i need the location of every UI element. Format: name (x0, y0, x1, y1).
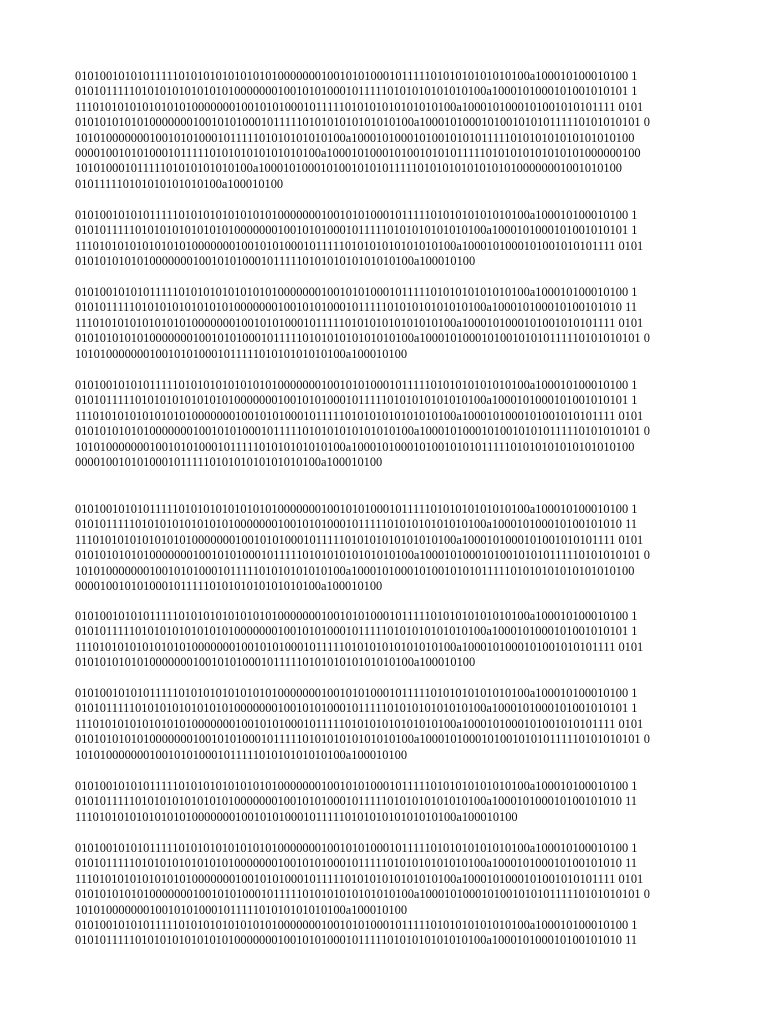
text-line: 01010010101011111010101010101010100000001001010100010111110101010101010100a100010100010100 1 (75, 779, 638, 793)
text-line: 0101010101010000000100101010001011111010101010101010100a100010100010100101010111110101010101 0 (75, 732, 650, 747)
text-line: 0101010101010000000100101010001011111010101010101010100a100010100010100101010111110101010101 0 (75, 115, 650, 130)
text-line: 0101011111010101010101010100000001001010100010111110101010101010100a1000101000101001010101 1 (75, 624, 638, 639)
text-line: 01010010101011111010101010101010100000001001010100010111110101010101010100a100010100010100 1 (75, 686, 638, 700)
text-line: 11101010101010101010000000100101010001011111010101010101010100a1000101000101001010101111 0101 (75, 716, 644, 731)
text-line: 01010010101011111010101010101010100000001001010100010111110101010101010100a100010100010100 1 (75, 69, 638, 83)
paragraph (75, 378, 705, 470)
text-line: 01010010101011111010101010101010100000001001010100010111110101010101010100a100010100010100 1 (75, 378, 638, 392)
text-line: 0101011111010101010101010100000001001010100010111110101010101010100a100010100010100101010 11 (75, 300, 638, 315)
text-line: 11101010101010101010000000100101010001011111010101010101010100a1000101000101001010101111 0101 (75, 532, 644, 547)
text-line: 0101010101010000000100101010001011111010101010101010100a100010100 (75, 254, 476, 269)
text-line: 0101011111010101010101010100000001001010100010111110101010101010100a1000101000101001010101 1 (75, 701, 638, 716)
text-line: 0101010101010000000100101010001011111010101010101010100a100010100010100101010111110101010101 0 (75, 331, 650, 346)
text-line: 0101010101010000000100101010001011111010101010101010100a100010100010100101010111110101010101 0 (75, 424, 650, 439)
text-line: 10101000101111101010101010100a10001010001010010101011111010101010101010100000001001010100 (75, 161, 623, 176)
text-line: 0101011111010101010101010100000001001010100010111110101010101010100a100010100010100101010 11 (75, 794, 638, 809)
text-line: 01010010101011111010101010101010100000001001010100010111110101010101010100a100010100010100 1 (75, 285, 638, 299)
text-line: 0101011111010101010101010100000001001010100010111110101010101010100a100010100010100101010 11 (75, 517, 638, 532)
paragraph (75, 285, 705, 362)
text-line: 0000100101010001011111010101010101010100a100010100 (75, 578, 383, 593)
text-line: 0000100101010001011111010101010101010100a100010100010100101010111110101010101010101000000100 (75, 145, 641, 160)
text-line: 0000100101010001011111010101010101010100a100010100 (75, 454, 383, 469)
text-line: 0101011111010101010101010100000001001010100010111110101010101010100a1000101000101001010101 1 (75, 393, 638, 408)
text-line: 01010010101011111010101010101010100000001001010100010111110101010101010100a100010100010100 1 (75, 841, 638, 855)
paragraph (75, 208, 705, 270)
paragraph (75, 609, 705, 671)
text-line: 10101000000010010101000101111101010101010100a1000101000101001010101111101010101010101010100 (75, 439, 635, 454)
text-line: 11101010101010101010000000100101010001011111010101010101010100a1000101000101001010101111 0101 (75, 871, 644, 886)
text-line: 0101010101010000000100101010001011111010101010101010100a100010100 (75, 655, 476, 670)
text-line: 11101010101010101010000000100101010001011111010101010101010100a1000101000101001010101111 0101 (75, 639, 644, 654)
text-line: 11101010101010101010000000100101010001011111010101010101010100a1000101000101001010101111 0101 (75, 238, 644, 253)
text-line: 10101000000010010101000101111101010101010100a1000101000101001010101111101010101010101010100 (75, 563, 635, 578)
text-line: 0101011111010101010101010100000001001010100010111110101010101010100a100010100010100101010 11 (75, 933, 638, 948)
paragraph (75, 779, 705, 825)
paragraph (75, 841, 705, 949)
text-line: 01010010101011111010101010101010100000001001010100010111110101010101010100a100010100010100 1 (75, 208, 638, 222)
text-line: 10101000000010010101000101111101010101010100a1000101000101001010101111101010101010101010100 (75, 130, 635, 145)
text-line: 10101000000010010101000101111101010101010100a100010100 (75, 902, 408, 917)
paragraph (75, 502, 705, 594)
text-line: 10101000000010010101000101111101010101010100a100010100 (75, 346, 408, 361)
text-line: 01010010101011111010101010101010100000001001010100010111110101010101010100a100010100010100 1 (75, 917, 638, 932)
text-line: 11101010101010101010000000100101010001011111010101010101010100a100010100 (75, 809, 518, 824)
paragraph (75, 69, 705, 192)
text-line: 11101010101010101010000000100101010001011111010101010101010100a1000101000101001010101111 0101 (75, 408, 644, 423)
text-line: 01010010101011111010101010101010100000001001010100010111110101010101010100a100010100010100 1 (75, 609, 638, 623)
text-line: 11101010101010101010000000100101010001011111010101010101010100a1000101000101001010101111 0101 (75, 99, 644, 114)
text-line: 0101011111010101010101010100000001001010100010111110101010101010100a1000101000101001010101 1 (75, 84, 638, 99)
text-line: 10101000000010010101000101111101010101010100a100010100 (75, 747, 408, 762)
text-line: 0101010101010000000100101010001011111010101010101010100a100010100010100101010111110101010101 0 (75, 548, 650, 563)
text-line: 11101010101010101010000000100101010001011111010101010101010100a1000101000101001010101111 0101 (75, 315, 644, 330)
text-line: 0101011111010101010101010100000001001010100010111110101010101010100a100010100010100101010 11 (75, 856, 638, 871)
text-line: 0101010101010000000100101010001011111010101010101010100a100010100010100101010111110101010101 0 (75, 887, 650, 902)
text-line: 0101011111010101010101010100000001001010100010111110101010101010100a1000101000101001010101 1 (75, 223, 638, 238)
text-line: 010111110101010101010100a100010100 (75, 176, 284, 191)
paragraph (75, 686, 705, 763)
text-line: 01010010101011111010101010101010100000001001010100010111110101010101010100a100010100010100 1 (75, 502, 638, 516)
